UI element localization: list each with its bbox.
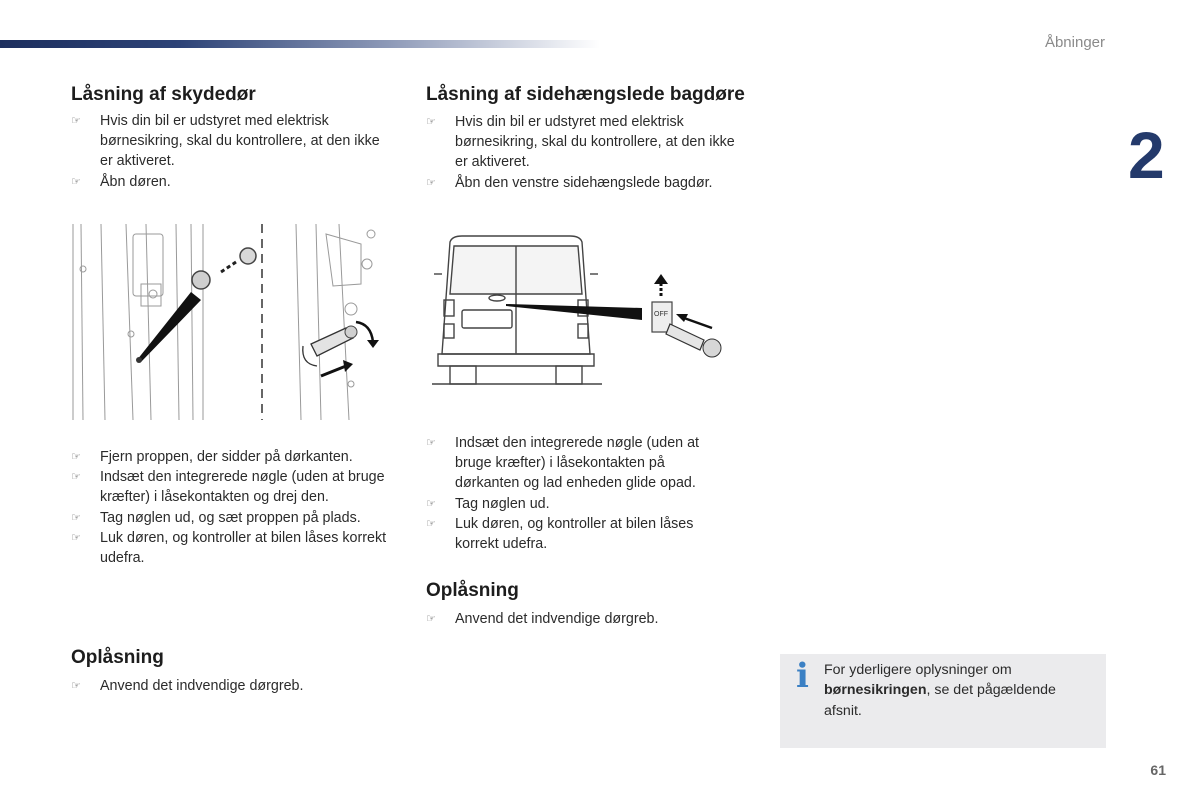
bullet-icon: ☞ xyxy=(71,531,81,544)
sliding-door-lock-heading: Låsning af skydedør xyxy=(71,84,256,105)
rear-door-unlock-heading: Oplåsning xyxy=(426,580,519,601)
bullet-icon: ☞ xyxy=(426,176,436,189)
chapter-number: 2 xyxy=(1128,118,1165,192)
bullet-icon: ☞ xyxy=(71,511,81,524)
bullet-icon: ☞ xyxy=(71,175,81,188)
bullet-icon: ☞ xyxy=(71,471,81,484)
sliding-door-intro-list xyxy=(71,111,391,192)
sliding-door-steps-list xyxy=(71,447,406,568)
info-icon: i xyxy=(796,656,809,696)
list-item: ☞ Indsæt den integrerede nøgle (uden at bruge kræfter) i låsekontakten på dørkanten og lad enheden glide opad. xyxy=(426,435,700,492)
list-item: ☞ Tag nøglen ud, og sæt proppen på plads. xyxy=(71,508,406,528)
sliding-door-lock-illustration xyxy=(71,224,393,420)
off-label: OFF xyxy=(654,311,668,318)
list-item: ☞ Fjern proppen, der sidder på dørkanten. xyxy=(71,447,406,467)
section-title: Åbninger xyxy=(1044,34,1105,51)
sliding-door-unlock-list xyxy=(71,676,391,696)
info-box xyxy=(780,654,1106,748)
rear-door-lock-heading: Låsning af sidehængslede bagdøre xyxy=(426,84,745,105)
bullet-icon: ☞ xyxy=(426,497,436,510)
list-item: ☞ Anvend det indvendige dørgreb. xyxy=(426,609,746,629)
bullet-icon: ☞ xyxy=(71,680,81,692)
list-item: ☞ Luk døren, og kontroller at bilen låses korrekt udefra. xyxy=(71,529,387,567)
list-item: ☞ Indsæt den integrerede nøgle (uden at bruge kræfter) i låsekontakten og drej den. xyxy=(71,469,385,506)
list-item: ☞ Tag nøglen ud. xyxy=(426,494,726,514)
list-item: ☞ Åbn den venstre sidehængslede bagdør. xyxy=(426,173,746,193)
page-number: 61 xyxy=(1150,762,1166,778)
bullet-icon: ☞ xyxy=(71,451,81,463)
list-item: ☞ Åbn døren. xyxy=(71,172,391,192)
bullet-icon: ☞ xyxy=(71,115,81,127)
bullet-icon: ☞ xyxy=(426,116,436,128)
list-item: ☞ Hvis din bil er udstyret med elektrisk børnesikring, skal du kontrollere, at den ikke er aktiveret. xyxy=(71,113,380,170)
rear-door-intro-list xyxy=(426,112,746,193)
bullet-icon: ☞ xyxy=(426,613,436,625)
bullet-icon: ☞ xyxy=(426,517,436,530)
rear-door-steps-list xyxy=(426,433,726,554)
list-item: ☞ Luk døren, og kontroller at bilen låses korrekt udefra. xyxy=(426,515,694,553)
rear-door-van-illustration xyxy=(432,234,732,394)
sliding-door-unlock-heading: Oplåsning xyxy=(71,647,164,668)
rear-door-unlock-list xyxy=(426,609,746,629)
bullet-icon: ☞ xyxy=(426,437,436,449)
list-item: ☞ Hvis din bil er udstyret med elektrisk børnesikring, skal du kontrollere, at den ikke er aktiveret. xyxy=(426,114,735,171)
list-item: ☞ Anvend det indvendige dørgreb. xyxy=(71,676,391,696)
info-text: For yderligere oplysninger om børnesikringen, se det pågældende afsnit. xyxy=(824,662,1056,719)
info-link-term: børnesikringen xyxy=(824,682,927,699)
header-decoration-bar xyxy=(0,40,600,48)
